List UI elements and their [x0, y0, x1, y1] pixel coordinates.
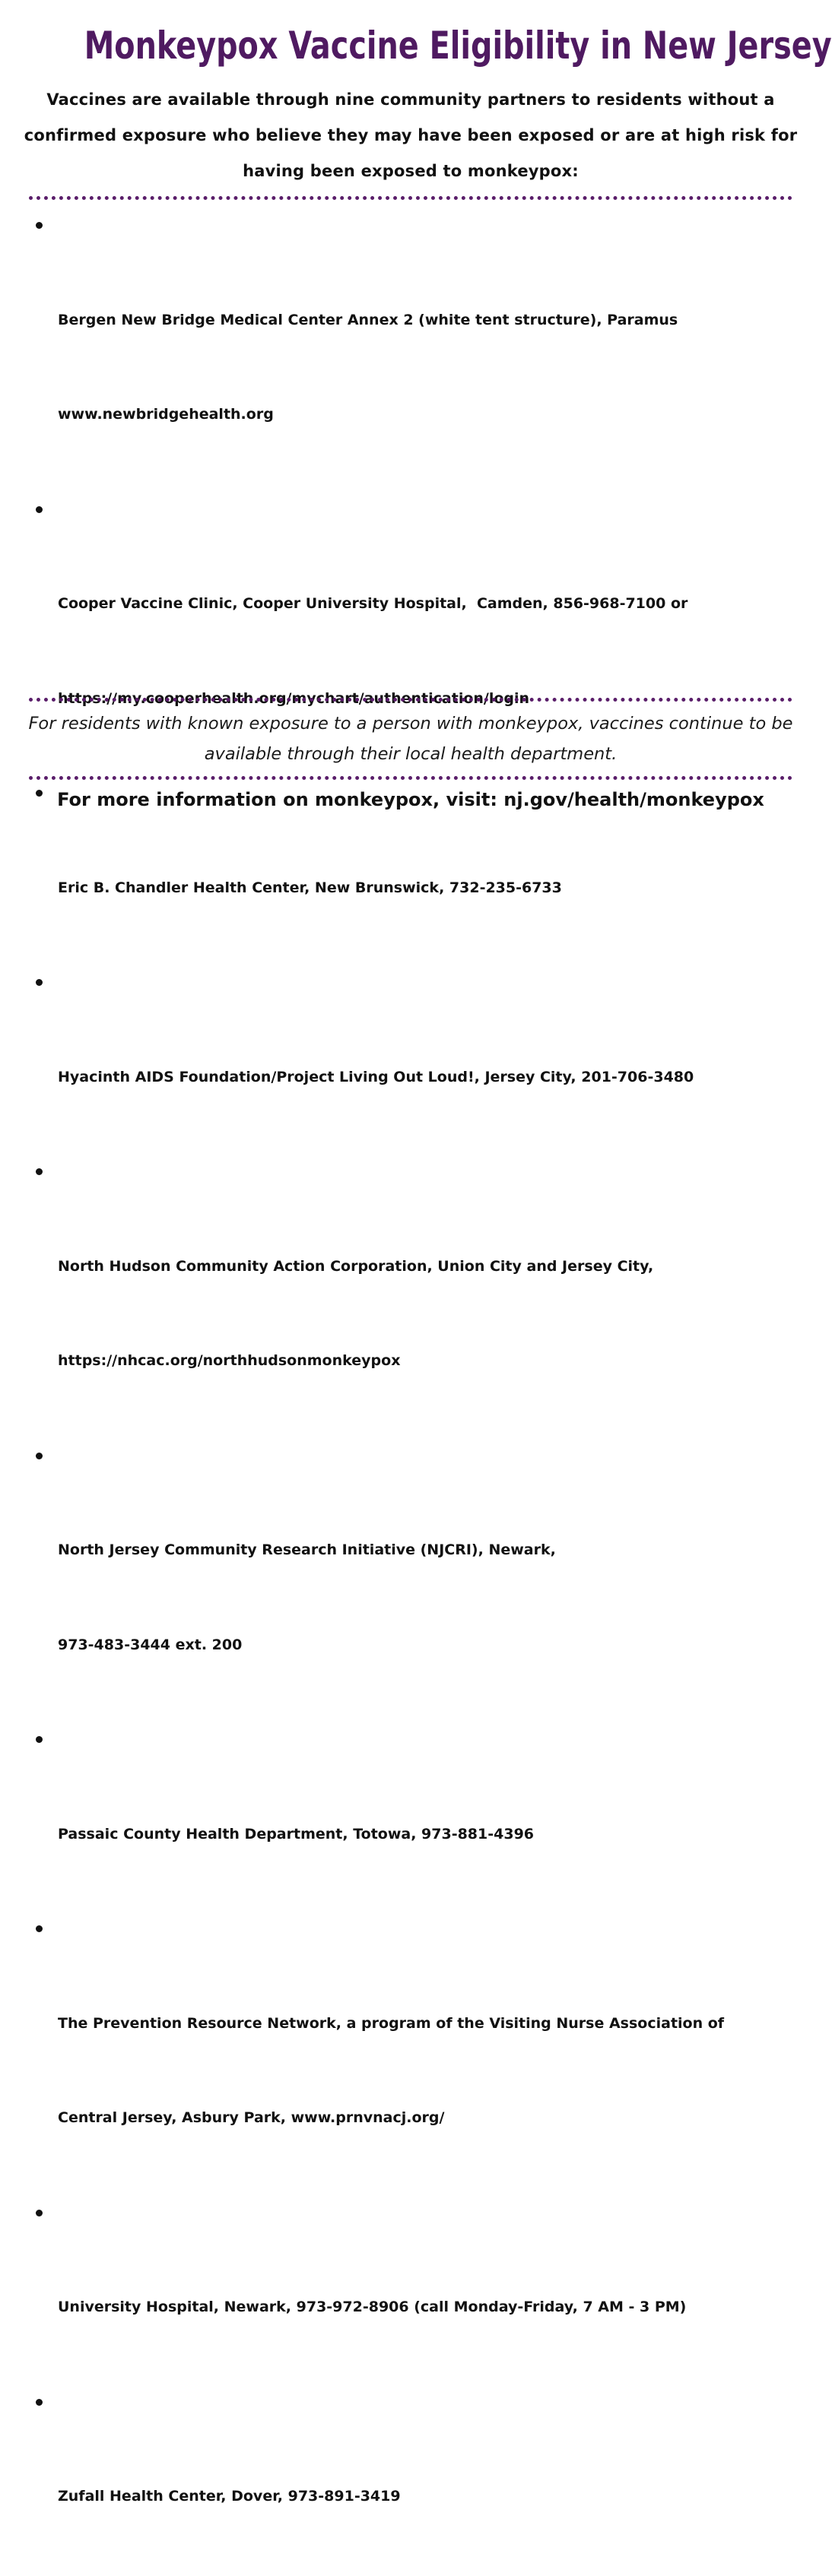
list-item	[0, 967, 821, 1156]
top-dotted-divider	[29, 196, 792, 200]
bullet-icon	[36, 222, 43, 229]
bottom-dotted-divider	[29, 776, 792, 780]
bullet-icon	[36, 2399, 43, 2406]
partner-location: Central Jersey, Asbury Park, www.prnvnacj.org/	[58, 2109, 445, 2126]
exposure-note: For residents with known exposure to a person with monkeypox, vaccines continue to be available through their local health department.	[28, 714, 793, 764]
list-item	[0, 1913, 821, 2197]
list-item	[0, 210, 821, 494]
partner-link[interactable]: https://my.cooperhealth.org/mychart/authentication/login	[58, 689, 530, 707]
list-item	[0, 2387, 821, 2576]
list-item	[0, 1724, 821, 1913]
footer-info: For more information on monkeypox, visit: nj.gov/health/monkeypox	[57, 789, 764, 810]
partner-link[interactable]: www.newbridgehealth.org	[58, 406, 274, 423]
intro-text: Vaccines are available through nine community partners to residents without a confirmed exposure who believe they may have been exposed or are at high risk for having been exposed to monkeypox:	[24, 90, 798, 180]
partner-name: The Prevention Resource Network, a program of the Visiting Nurse Association of	[58, 2014, 725, 2032]
list-item	[0, 1440, 821, 1725]
bullet-icon	[36, 506, 43, 513]
partner-list	[0, 210, 821, 2576]
partner-name: Eric B. Chandler Health Center, New Brunswick, 732-235-6733	[58, 879, 562, 896]
bullet-icon	[36, 979, 43, 986]
partner-name: Cooper Vaccine Clinic, Cooper University Hospital, Camden, 856-968-7100 or	[58, 595, 688, 612]
partner-name: Zufall Health Center, Dover, 973-891-3419	[58, 2488, 401, 2505]
bullet-icon	[36, 1453, 43, 1459]
list-item	[0, 1156, 821, 1440]
bullet-icon	[36, 2210, 43, 2216]
partner-phone: 973-483-3444 ext. 200	[58, 1636, 243, 1653]
middle-dotted-divider	[29, 698, 792, 702]
partner-name: Passaic County Health Department, Totowa, 973-881-4396	[58, 1825, 535, 1842]
bullet-icon	[36, 1168, 43, 1175]
bullet-icon	[36, 1925, 43, 1932]
page-title: Monkeypox Vaccine Eligibility in New Jersey	[84, 24, 832, 68]
partner-link[interactable]: https://nhcac.org/northhudsonmonkeypox	[58, 1352, 401, 1369]
partner-name: Hyacinth AIDS Foundation/Project Living Out Loud!, Jersey City, 201-706-3480	[58, 1068, 694, 1085]
partner-name: University Hospital, Newark, 973-972-8906 (call Monday-Friday, 7 AM - 3 PM)	[58, 2299, 687, 2315]
partner-name: North Hudson Community Action Corporation, Union City and Jersey City,	[58, 1257, 654, 1275]
bullet-icon	[36, 1736, 43, 1743]
partner-name: North Jersey Community Research Initiative (NJCRI), Newark,	[58, 1541, 556, 1558]
partner-name: Bergen New Bridge Medical Center Annex 2 (white tent structure), Paramus	[58, 311, 678, 328]
list-item	[0, 2197, 821, 2387]
